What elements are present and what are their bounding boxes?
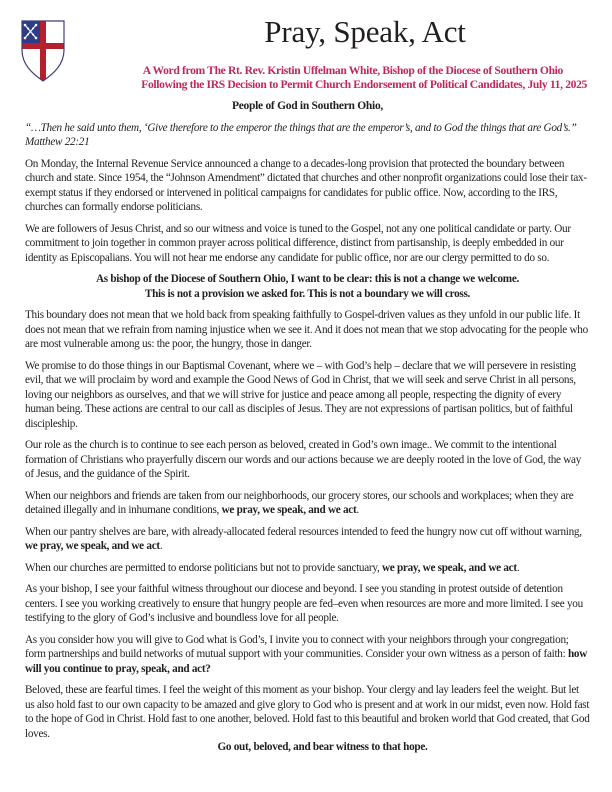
p8-text: When our churches are permitted to endorse politicians but not to provide sanctuary, bbox=[25, 561, 382, 574]
page-title: Pray, Speak, Act bbox=[264, 14, 466, 49]
p8-refrain: we pray, we speak, and we act bbox=[381, 561, 517, 574]
p6-text: When our neighbors and friends are taken from our neighborhoods, our grocery stores, our schools and workplaces; when they are detained illegally and in inhumane conditions, bbox=[25, 489, 574, 516]
p7-refrain: we pray, we speak, and we act bbox=[25, 540, 160, 552]
paragraph-pantry bbox=[25, 525, 590, 554]
paragraph-followers: We are followers of Jesus Christ, and so our witness and voice is tuned to the Gospel, not any one political candidate or party. Our commitment to join together in common prayer across political difference, distinct from partisanship, is deeply embedded in our identity as Episcopalians. You will not hear me endorse any candidate for public office, nor are our clergy permitted to do so. bbox=[25, 222, 571, 264]
letter-body bbox=[25, 99, 590, 755]
closing-line: Go out, beloved, and bear witness to that hope. bbox=[217, 741, 428, 753]
p8-period: . bbox=[516, 561, 520, 574]
salutation: People of God in Southern Ohio, bbox=[231, 100, 384, 112]
subtitle bbox=[0, 64, 587, 92]
quote-text: “…Then he said unto them, ‘Give therefore to the emperor the things that are the emperor’s, and to God the things that are God’s.” bbox=[25, 121, 577, 134]
p10-text: As you consider how you will give to God what is God’s, I invite you to connect with your neighbors through your congregation; form partnerships and build networks of mutual support with your communities. Consider your own witness as a person of faith: bbox=[25, 633, 569, 660]
p6-period: . bbox=[356, 504, 359, 516]
paragraph-role-of-church: Our role as the church is to continue to see each person as beloved, created in God’s own image.. We commit to the intentional formation of Christians who prayerfully discern our words and our actions because we are deeply rooted in the love of God, the way of Jesus, and the guidance of the Spirit. bbox=[25, 439, 582, 480]
p10-question: how will you continue to pray, speak, and act? bbox=[25, 648, 588, 675]
bishop-statement bbox=[25, 272, 590, 301]
p7-text: When our pantry shelves are bare, with already-allocated federal resources intended to feed the hungry now cut off without warning, bbox=[25, 525, 582, 538]
subtitle-byline: A Word from The Rt. Rev. Kristin Uffelman White, Bishop of the Diocese of Southern Ohio bbox=[142, 64, 563, 77]
statement-line-2: This is not a provision we asked for. This is not a boundary we will cross. bbox=[144, 287, 471, 300]
statement-line-1: As bishop of the Diocese of Southern Ohio, I want to be clear: this is not a change we welcome. bbox=[95, 273, 520, 285]
subtitle-context: Following the IRS Decision to Permit Church Endorsement of Political Candidates, July 11, 2025 bbox=[141, 78, 587, 91]
paragraph-baptismal-covenant: We promise to do those things in our Baptismal Covenant, where we – with God’s help – declare that we will persevere in resisting evil, that we will proclaim by word and example the Good News of God in Christ, that we will seek and serve Christ in all persons, loving our neighbors as ourselves, and that we will strive for justice and peace among all people, respecting the dignity of every human being. These actions are central to our call as disciples of Jesus. They are not expressions of partisan politics, but of faithful discipleship. bbox=[25, 359, 576, 430]
scripture-quote bbox=[25, 121, 590, 150]
paragraph-boundary: This boundary does not mean that we hold back from speaking faithfully to Gospel-driven values as they unfold in our public life. It does not mean that we refrain from naming injustice when we see it. And it does not mean that we stop advocating for the people who are most vulnerable among us: the poor, the hungry, those in danger. bbox=[25, 309, 588, 350]
paragraph-faithful-witness: As your bishop, I see your faithful witness throughout our diocese and beyond. I see you standing in protest outside of detention centers. I see you working creatively to ensure that hungry people are fed–even when resources are more and more limited. I see you testifying to the glory of God’s inclusive and boundless love for all people. bbox=[25, 583, 583, 624]
paragraph-sanctuary bbox=[25, 561, 590, 576]
paragraph-beloved: Beloved, these are fearful times. I feel the weight of this moment as your bishop. Your clergy and lay leaders feel the weight. But let us also hold fast to our own capacity to be amazed and give glory to God who is present and at work in our midst, even now. Hold fast to the hope of God in Christ. Hold fast to one another, beloved. Hold fast to this beautiful and broken world that God created, that God loves. bbox=[25, 684, 590, 740]
paragraph-invitation bbox=[25, 633, 590, 677]
quote-citation: Matthew 22:21 bbox=[25, 136, 90, 148]
p6-refrain: we pray, we speak, and we act bbox=[221, 504, 357, 516]
paragraph-irs-announcement: On Monday, the Internal Revenue Service announced a change to a decades-long provision that protected the boundary between church and state. Since 1954, the “Johnson Amendment” dictated that churches and other nonprofit organizations could lose their tax-exempt status if they endorsed or intervened in political campaigns for candidates for public office. Now, according to the IRS, churches can formally endorse politicians. bbox=[25, 157, 587, 213]
p7-period: . bbox=[159, 540, 163, 552]
paragraph-neighbors bbox=[25, 489, 590, 518]
